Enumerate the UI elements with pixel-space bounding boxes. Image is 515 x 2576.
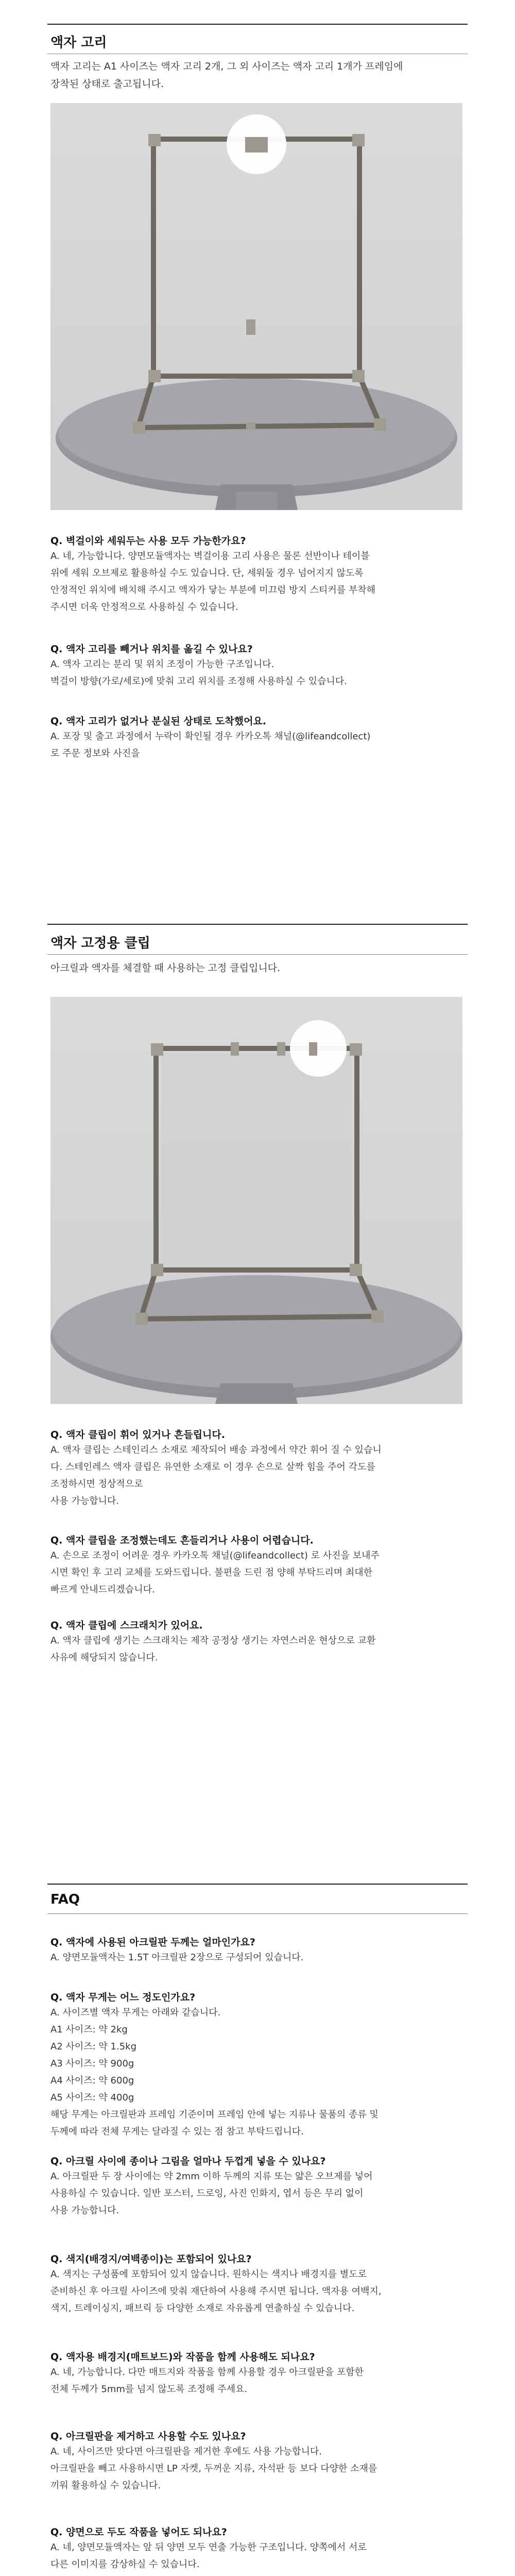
faq-answer: A. 색지는 구성품에 포함되어 있지 않습니다. 원하시는 색지나 배경지를 별도로 준비하신 후 아크릴 사이즈에 맞춰 재단하여 사용해 주시면 됩니다. 액자용 여백지, 색지, 트레이싱지, 패브릭 등 다양한 소재로 자유롭게 연출하실 수 있습니다. [50, 2269, 382, 2314]
faq-question: Q. 액자에 사용된 아크릴판 두께는 얼마인가요? [50, 1937, 255, 1948]
faq-question: Q. 액자 클립이 휘어 있거나 흔들립니다. [50, 1429, 225, 1440]
faq-answer: A. 손으로 조정이 어려운 경우 카카오톡 채널(@lifeandcollect) 로 사진을 보내주 시면 확인 후 고리 교체를 도와드립니다. 불편을 드린 점 양해 부탁드리며 최대한 빠르게 안내드리겠습니다. [50, 1550, 380, 1595]
faq-answer: A. 포장 및 출고 과정에서 누락이 확인될 경우 카카오톡 채널(@lifeandcollect) 로 주문 정보와 사진을 [50, 731, 371, 759]
section-title-frame-hook: 액자 고리 [50, 35, 107, 50]
faq-question: Q. 액자 고리가 없거나 분실된 상태로 도착했어요. [50, 716, 267, 727]
faq-question: Q. 양면으로 두도 작품을 넣어도 되나요? [50, 2527, 227, 2538]
section-subdivider [47, 954, 468, 955]
section-description: 액자 고리는 A1 사이즈는 액자 고리 2개, 그 외 사이즈는 액자 고리 1개가 프레임에 장착된 상태로 출고됩니다. [50, 61, 403, 90]
faq-answer: A. 사이즈별 액자 무게는 아래와 같습니다. A1 사이즈: 약 2kg A2 사이즈: 약 1.5kg A3 사이즈: 약 900g A4 사이즈: 약 600g A5 사이즈: 약 400g 해당 무게는 아크릴판과 프레임 기준이며 프레임 안에 넣는 지류나 물품의 종류 및 두께에 따라 전체 무게는 달라질 수 있는 점 참고 부탁드립니다. [50, 2007, 379, 2137]
faq-question: Q. 벽걸이와 세워두는 사용 모두 가능한가요? [50, 535, 246, 547]
faq-answer: A. 액자 고리는 분리 및 위치 조정이 가능한 구조입니다. 벽걸이 방향(가로/세로)에 맞춰 고리 위치를 조정해 사용하실 수 있습니다. [50, 659, 347, 687]
faq-answer: A. 네, 가능합니다. 다만 매트지와 작품을 함께 사용할 경우 아크릴판을 포함한 전체 두께가 5mm를 넘지 않도록 조정해 주세요. [50, 2367, 364, 2395]
section-subdivider [47, 1913, 468, 1914]
section-title-clip: 액자 고정용 클립 [50, 936, 150, 951]
faq-question: Q. 아크릴판을 제거하고 사용할 수도 있나요? [50, 2431, 246, 2442]
faq-question: Q. 액자 고리를 빼거나 위치를 옮길 수 있나요? [50, 643, 253, 655]
faq-question: Q. 액자 클립에 스크래치가 있어요. [50, 1620, 203, 1631]
faq-question: Q. 액자 무게는 어느 정도인가요? [50, 1992, 196, 2003]
clip-photo [50, 997, 462, 1404]
faq-answer: A. 아크릴판 두 장 사이에는 약 2mm 이하 두께의 지류 또는 얇은 오브제를 넣어 사용하실 수 있습니다. 일반 포스터, 드로잉, 사진 인화지, 엽서 등은 무리 없이 사용 가능합니다. [50, 2171, 373, 2216]
faq-answer: A. 네, 가능합니다. 양면모듈액자는 벽걸이용 고리 사용은 물론 선반이나 테이블 위에 세워 오브제로 활용하실 수도 있습니다. 단, 세워둘 경우 넘어지지 않도록 안정적인 위치에 배치해 주시고 액자가 닿는 부분에 미끄럼 방지 스티커를 부착해 주시면 더욱 안정적으로 사용하실 수 있습니다. [50, 551, 376, 613]
faq-answer: A. 양면모듈액자는 1.5T 아크릴판 2장으로 구성되어 있습니다. [50, 1952, 304, 1963]
faq-question: Q. 아크릴 사이에 종이나 그림을 얼마나 두껍게 넣을 수 있나요? [50, 2156, 326, 2167]
section-divider [47, 924, 468, 925]
faq-question: Q. 액자 클립을 조정했는데도 흔들리거나 사용이 어렵습니다. [50, 1535, 314, 1546]
section-title-faq: FAQ [50, 1892, 80, 1907]
section-divider [47, 24, 468, 25]
frame-hook-photo [50, 103, 462, 510]
section-description: 아크릴과 액자를 체결할 때 사용하는 고정 클립입니다. [50, 962, 281, 974]
faq-question: Q. 액자용 배경지(매트보드)와 작품을 함께 사용해도 되나요? [50, 2351, 315, 2363]
section-divider [47, 1884, 468, 1885]
faq-answer: A. 네, 사이즈만 맞다면 아크릴판을 제거한 후에도 사용 가능합니다. 아크릴판을 빼고 사용하시면 LP 자켓, 두꺼운 지류, 자석판 등 보다 다양한 소재를 끼워 활용하실 수 있습니다. [50, 2446, 377, 2491]
faq-answer: A. 네, 양면모듈액자는 앞 뒤 양면 모두 연출 가능한 구조입니다. 양쪽에서 서로 다른 이미지를 감상하실 수 있습니다. [50, 2542, 367, 2570]
faq-answer: A. 액자 클립에 생기는 스크래치는 제작 공정상 생기는 자연스러운 현상으로 교환 사유에 해당되지 않습니다. [50, 1635, 376, 1663]
faq-answer: A. 액자 클립는 스테인리스 소재로 제작되어 배송 과정에서 약간 휘어 질 수 있습니 다. 스테인레스 액자 클립은 유연한 소재로 이 경우 손으로 살짝 힘을 주어 각도를 조정하시면 정상적으로 사용 가능합니다. [50, 1445, 382, 1506]
faq-question: Q. 색지(배경지/여백종이)는 포함되어 있나요? [50, 2253, 252, 2265]
